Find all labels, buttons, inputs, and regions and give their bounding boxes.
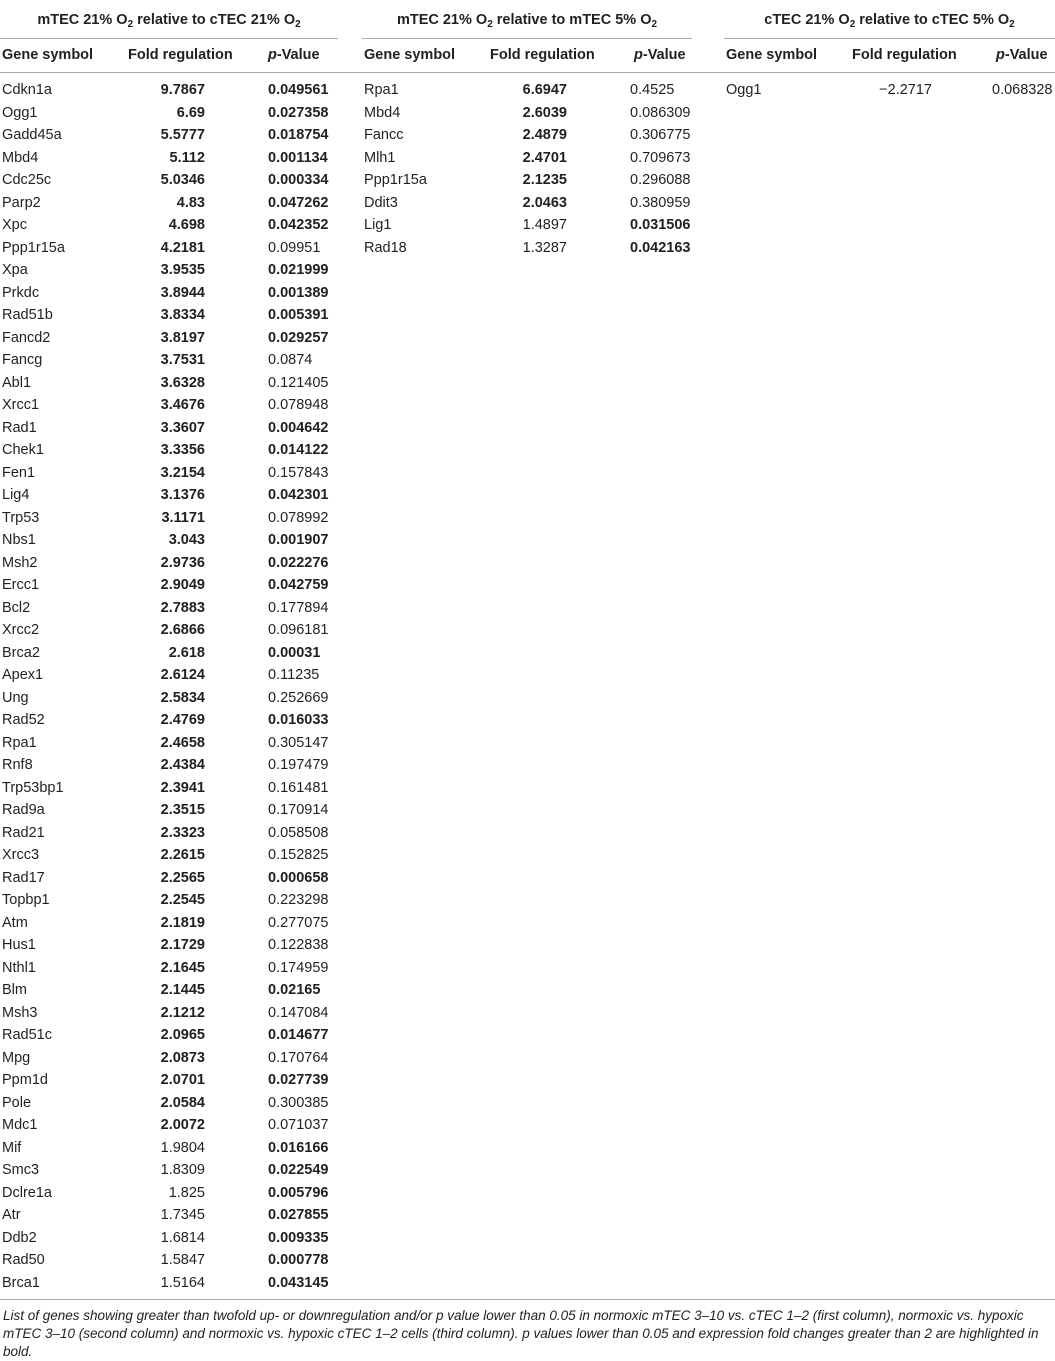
fold-regulation: 4.83 [176, 194, 205, 211]
fold-regulation: 2.0584 [160, 1094, 205, 1111]
gene-symbol: Ogg1 [726, 82, 762, 98]
gene-symbol: Chek1 [2, 442, 44, 458]
table-row [0, 418, 338, 441]
gene-symbol: Xrcc1 [2, 397, 40, 413]
table-row [0, 328, 338, 351]
fold-regulation: 2.7883 [160, 599, 205, 616]
p-value: 0.049561 [268, 82, 329, 98]
header-fold-regulation: Fold regulation [852, 47, 957, 63]
table-row [0, 485, 338, 508]
p-value: 0.027358 [268, 104, 329, 121]
fold-regulation: 2.0701 [160, 1072, 205, 1088]
gene-symbol: Lig4 [2, 487, 30, 503]
gene-symbol: Rad51c [2, 1027, 52, 1043]
table-row [0, 665, 338, 688]
gene-symbol: Mbd4 [2, 149, 39, 166]
p-value: 0.001134 [268, 149, 328, 166]
p-value: 0.086309 [630, 104, 691, 121]
table-row [0, 980, 338, 1003]
fold-regulation: 2.3515 [160, 802, 205, 818]
table-section-3 [724, 0, 1055, 96]
gene-symbol: Ddb2 [2, 1229, 37, 1246]
fold-regulation: 2.1445 [160, 982, 205, 998]
fold-regulation: 3.9535 [160, 262, 205, 278]
p-value: 0.001907 [268, 532, 329, 548]
table-section-2 [362, 0, 692, 256]
gene-symbol: Apex1 [2, 667, 44, 683]
p-value: 0.016166 [268, 1139, 329, 1156]
gene-symbol: Rpa1 [2, 734, 37, 751]
p-value: 0.016033 [268, 712, 329, 728]
table-row [0, 1228, 338, 1251]
fold-regulation: 3.1376 [160, 487, 205, 503]
table-row [0, 215, 338, 238]
header-fold-regulation: Fold regulation [490, 47, 595, 63]
table-row [362, 193, 692, 216]
gene-symbol: Fancd2 [2, 329, 51, 346]
p-value: 0.122838 [268, 937, 329, 953]
table-row [0, 710, 338, 733]
table-row [362, 238, 692, 261]
p-rest: -Value [276, 47, 320, 63]
header-p-value [996, 47, 1048, 63]
section-title [724, 0, 1055, 39]
subscript: 2 [849, 19, 856, 30]
header-gene-symbol: Gene symbol [2, 47, 94, 63]
gene-symbol: Msh2 [2, 554, 38, 571]
p-value: 0.000334 [268, 172, 329, 188]
p-value: 0.380959 [630, 194, 691, 211]
gene-symbol: Topbp1 [2, 892, 50, 908]
fold-regulation: 2.6866 [160, 622, 205, 638]
gene-symbol: Brca1 [2, 1274, 40, 1291]
table-row [0, 755, 338, 778]
p-value: 0.000778 [268, 1252, 329, 1268]
header-p-value [634, 47, 686, 63]
fold-regulation: 2.2615 [160, 847, 205, 863]
fold-regulation: 3.043 [168, 532, 205, 548]
p-value: 0.029257 [268, 329, 329, 346]
gene-symbol: Cdkn1a [2, 82, 52, 98]
p-value: 0.022549 [268, 1162, 329, 1178]
gene-symbol: Xpa [2, 262, 28, 278]
p-value: 0.027739 [268, 1072, 329, 1088]
gene-symbol: Bcl2 [2, 599, 31, 616]
p-value: 0.157843 [268, 464, 329, 481]
p-value: 0.001389 [268, 284, 329, 301]
p-value: 0.009335 [268, 1229, 329, 1246]
table-row [0, 283, 338, 306]
gene-symbol: Ppp1r15a [2, 239, 65, 256]
table-row [0, 598, 338, 621]
fold-regulation: 1.5164 [160, 1274, 205, 1291]
section-title [362, 0, 692, 39]
fold-regulation: 5.112 [169, 149, 205, 166]
p-value: 0.09951 [268, 239, 321, 256]
table-row [0, 1003, 338, 1026]
fold-regulation: 1.7345 [160, 1207, 205, 1223]
gene-symbol: Brca2 [2, 644, 40, 661]
fold-regulation: 1.3287 [522, 239, 567, 256]
fold-regulation: 2.3323 [160, 824, 205, 841]
p-value: 0.252669 [268, 689, 329, 706]
table-row [0, 170, 338, 193]
fold-regulation: 1.825 [168, 1184, 205, 1201]
fold-regulation: 4.2181 [160, 239, 205, 256]
gene-symbol: Rad18 [364, 239, 407, 256]
p-value: 0.014122 [268, 442, 329, 458]
gene-symbol: Fancg [2, 352, 43, 368]
table-row [0, 823, 338, 846]
fold-regulation: 3.4676 [160, 397, 205, 413]
fold-regulation: 3.8197 [160, 329, 205, 346]
table-section-1 [0, 0, 338, 1291]
fold-regulation: 2.2565 [160, 869, 205, 886]
fold-regulation: 2.9049 [160, 577, 205, 593]
p-value: 0.042759 [268, 577, 329, 593]
p-rest: -Value [1004, 47, 1048, 63]
gene-symbol: Parp2 [2, 194, 41, 211]
table-row [0, 1273, 338, 1296]
p-value: 0.096181 [268, 622, 329, 638]
gene-symbol: Ppp1r15a [364, 172, 427, 188]
p-value: 0.170914 [268, 802, 329, 818]
table-row [0, 148, 338, 171]
column-headers [0, 39, 338, 73]
header-gene-symbol: Gene symbol [726, 47, 818, 63]
fold-regulation: 2.0072 [160, 1117, 205, 1133]
gene-symbol: Abl1 [2, 374, 32, 391]
gene-symbol: Rpa1 [364, 82, 399, 98]
table-row [0, 305, 338, 328]
p-value: 0.047262 [268, 194, 329, 211]
p-value: 0.004642 [268, 419, 329, 436]
fold-regulation: 2.1235 [522, 172, 567, 188]
gene-symbol: Trp53 [2, 509, 40, 526]
table-row [0, 688, 338, 711]
p-value: 0.005796 [268, 1184, 329, 1201]
p-value: 0.021999 [268, 262, 329, 278]
fold-regulation: 3.7531 [160, 352, 205, 368]
p-value: 0.177894 [268, 599, 329, 616]
subscript: 2 [127, 19, 134, 30]
gene-symbol: Msh3 [2, 1004, 38, 1021]
gene-symbol: Mlh1 [364, 149, 396, 166]
gene-symbol: Xrcc2 [2, 622, 40, 638]
table-row [0, 125, 338, 148]
p-value: 0.078948 [268, 397, 329, 413]
table-row [362, 103, 692, 126]
p-value: 0.121405 [268, 374, 329, 391]
table-body [724, 80, 1055, 103]
gene-symbol: Nthl1 [2, 959, 36, 976]
fold-regulation: 2.0965 [160, 1027, 205, 1043]
fold-regulation: 2.4769 [160, 712, 205, 728]
title-text: relative to mTEC 5% O [492, 12, 652, 28]
p-value: 0.042352 [268, 217, 329, 233]
p-value: 0.078992 [268, 509, 329, 526]
p-value: 0.147084 [268, 1004, 329, 1021]
table-row [0, 1183, 338, 1206]
table-row [724, 80, 1055, 103]
gene-symbol: Smc3 [2, 1162, 40, 1178]
p-value: 0.042163 [630, 239, 691, 256]
table-row [0, 1025, 338, 1048]
p-value: 0.031506 [630, 217, 691, 233]
table-row [0, 1093, 338, 1116]
p-value: 0.043145 [268, 1274, 329, 1291]
p-value: 0.00031 [268, 644, 321, 661]
title-text: relative to cTEC 21% O [133, 12, 296, 28]
gene-symbol: Hus1 [2, 937, 36, 953]
gene-symbol: Gadd45a [2, 127, 62, 143]
fold-regulation: 2.0463 [522, 194, 567, 211]
p-rest: -Value [642, 47, 686, 63]
gene-symbol: Rnf8 [2, 757, 33, 773]
gene-symbol: Xrcc3 [2, 847, 40, 863]
header-fold-regulation: Fold regulation [128, 47, 233, 63]
gene-symbol: Fen1 [2, 464, 36, 481]
p-value: 0.027855 [268, 1207, 329, 1223]
table-row [0, 463, 338, 486]
p-value: 0.277075 [268, 914, 329, 931]
gene-symbol: Mif [2, 1139, 22, 1156]
p-value: 0.02165 [268, 982, 321, 998]
gene-symbol: Rad52 [2, 712, 45, 728]
table-row [362, 80, 692, 103]
fold-regulation: 2.9736 [160, 554, 205, 571]
p-value: 0.042301 [268, 487, 329, 503]
table-row [0, 620, 338, 643]
fold-regulation: 3.8334 [160, 307, 205, 323]
fold-regulation: 2.4384 [160, 757, 205, 773]
table-row [0, 575, 338, 598]
fold-regulation: 3.2154 [160, 464, 205, 481]
p-value: 0.000658 [268, 869, 329, 886]
fold-regulation: 2.4658 [160, 734, 205, 751]
fold-regulation: 3.6328 [160, 374, 205, 391]
fold-regulation: 3.3356 [160, 442, 205, 458]
table-row [0, 1160, 338, 1183]
table-row [0, 80, 338, 103]
column-headers [362, 39, 692, 73]
gene-symbol: Rad50 [2, 1252, 45, 1268]
subscript: 2 [1009, 19, 1015, 30]
table-row [0, 733, 338, 756]
gene-symbol: Ung [2, 689, 29, 706]
p-value: 0.161481 [268, 779, 329, 796]
p-value: 0.4525 [630, 82, 675, 98]
gene-symbol: Trp53bp1 [2, 779, 64, 796]
fold-regulation: 1.9804 [160, 1139, 205, 1156]
gene-symbol: Mpg [2, 1049, 31, 1066]
p-italic: p [634, 47, 643, 63]
fold-regulation: 2.1645 [160, 959, 205, 976]
title-text: cTEC 21% O [764, 12, 850, 28]
gene-symbol: Dclre1a [2, 1184, 52, 1201]
gene-symbol: Ercc1 [2, 577, 40, 593]
fold-regulation: 3.3607 [160, 419, 205, 436]
fold-regulation: 2.1212 [160, 1004, 205, 1021]
table-footnote: List of genes showing greater than twofold up- or downregulation and/or p value lower than 0.05 in normoxic mTEC 3–10 vs. cTEC 1–2 (first column), normoxic vs. hypoxic mTEC 3–10 (second column) and normoxic vs. hypoxic cTEC 1–2 cells (third column). p values lower than 0.05 and expression fold changes greater than 2 are highlighted in bold. [3, 1308, 1039, 1359]
table-row [0, 778, 338, 801]
p-value: 0.174959 [268, 959, 329, 976]
table-row [0, 643, 338, 666]
gene-symbol: Rad17 [2, 869, 45, 886]
fold-regulation: 5.5777 [160, 127, 205, 143]
fold-regulation: 2.5834 [160, 689, 205, 706]
table-row [0, 935, 338, 958]
fold-regulation: 2.6039 [522, 104, 567, 121]
table-row [362, 125, 692, 148]
gene-symbol: Xpc [2, 217, 27, 233]
table-row [0, 508, 338, 531]
table-row [0, 890, 338, 913]
subscript: 2 [651, 19, 658, 30]
table-row [0, 238, 338, 261]
p-value: 0.223298 [268, 892, 329, 908]
table-row [0, 1205, 338, 1228]
p-value: 0.022276 [268, 554, 329, 571]
table-row [0, 350, 338, 373]
table-row [0, 913, 338, 936]
title-text: relative to cTEC 5% O [855, 12, 1010, 28]
gene-symbol: Rad21 [2, 824, 45, 841]
p-value: 0.068328 [992, 82, 1053, 98]
fold-regulation: 1.8309 [160, 1162, 205, 1178]
fold-regulation: 2.4879 [522, 127, 567, 143]
gene-symbol: Atr [2, 1207, 21, 1223]
p-value: 0.300385 [268, 1094, 329, 1111]
section-title [0, 0, 338, 39]
fold-regulation: 2.1819 [160, 914, 205, 931]
table-row [0, 1048, 338, 1071]
table-row [0, 1115, 338, 1138]
p-value: 0.170764 [268, 1049, 329, 1066]
table-row [0, 260, 338, 283]
fold-regulation: 2.2545 [160, 892, 205, 908]
header-p-value [268, 47, 320, 63]
table-row [0, 193, 338, 216]
p-value: 0.058508 [268, 824, 329, 841]
table-row [0, 958, 338, 981]
table-row [0, 395, 338, 418]
column-headers [724, 39, 1055, 73]
gene-symbol: Atm [2, 914, 28, 931]
p-value: 0.709673 [630, 149, 691, 166]
fold-regulation: 9.7867 [160, 82, 205, 98]
table-body [0, 80, 338, 1295]
gene-symbol: Rad9a [2, 802, 45, 818]
fold-regulation: 2.6124 [160, 667, 205, 683]
p-value: 0.306775 [630, 127, 691, 143]
table-row [0, 845, 338, 868]
p-value: 0.152825 [268, 847, 329, 863]
table-row [0, 440, 338, 463]
table-bottom-rule [0, 1299, 1055, 1300]
p-value: 0.0874 [268, 352, 313, 368]
table-row [0, 1070, 338, 1093]
gene-symbol: Cdc25c [2, 172, 52, 188]
p-value: 0.11235 [268, 667, 320, 683]
subscript: 2 [295, 19, 301, 30]
header-gene-symbol: Gene symbol [364, 47, 456, 63]
p-value: 0.296088 [630, 172, 691, 188]
gene-symbol: Nbs1 [2, 532, 36, 548]
table-row [0, 1138, 338, 1161]
fold-regulation: 2.1729 [160, 937, 205, 953]
fold-regulation: 1.4897 [522, 217, 567, 233]
gene-symbol: Mdc1 [2, 1117, 38, 1133]
gene-symbol: Fancc [364, 127, 404, 143]
fold-regulation: 2.0873 [160, 1049, 205, 1066]
p-value: 0.305147 [268, 734, 329, 751]
table-row [362, 215, 692, 238]
table-row [0, 1250, 338, 1273]
p-italic: p [996, 47, 1005, 63]
title-text: mTEC 21% O [37, 12, 128, 28]
table-row [0, 373, 338, 396]
p-value: 0.018754 [268, 127, 329, 143]
p-value: 0.197479 [268, 757, 329, 773]
gene-symbol: Ddit3 [364, 194, 398, 211]
fold-regulation: 2.618 [168, 644, 205, 661]
gene-symbol: Rad1 [2, 419, 37, 436]
subscript: 2 [487, 19, 493, 30]
fold-regulation: 5.0346 [160, 172, 205, 188]
fold-regulation: 1.6814 [160, 1229, 205, 1246]
fold-regulation: 1.5847 [160, 1252, 205, 1268]
p-italic: p [268, 47, 277, 63]
fold-regulation: 4.698 [168, 217, 205, 233]
fold-regulation: 3.1171 [161, 509, 205, 526]
gene-symbol: Mbd4 [364, 104, 401, 121]
p-value: 0.014677 [268, 1027, 329, 1043]
fold-regulation: 3.8944 [160, 284, 205, 301]
title-text: mTEC 21% O [396, 12, 488, 28]
table-row [0, 530, 338, 553]
table-row [0, 553, 338, 576]
table-row [0, 868, 338, 891]
gene-symbol: Lig1 [364, 217, 392, 233]
gene-symbol: Blm [2, 982, 27, 998]
fold-regulation: 6.69 [176, 104, 205, 121]
gene-symbol: Rad51b [2, 307, 53, 323]
p-value: 0.071037 [268, 1117, 329, 1133]
fold-regulation: 2.4701 [522, 149, 567, 166]
table-row [362, 170, 692, 193]
fold-regulation: 6.6947 [522, 82, 567, 98]
fold-regulation: 2.3941 [160, 779, 205, 796]
gene-symbol: Prkdc [2, 284, 40, 301]
p-value: 0.005391 [268, 307, 329, 323]
table-row [0, 103, 338, 126]
fold-regulation: −2.2717 [879, 82, 932, 98]
gene-symbol: Pole [2, 1094, 32, 1111]
gene-symbol: Ogg1 [2, 104, 38, 121]
table-row [0, 800, 338, 823]
table-body [362, 80, 692, 260]
gene-symbol: Ppm1d [2, 1072, 48, 1088]
table-row [362, 148, 692, 171]
